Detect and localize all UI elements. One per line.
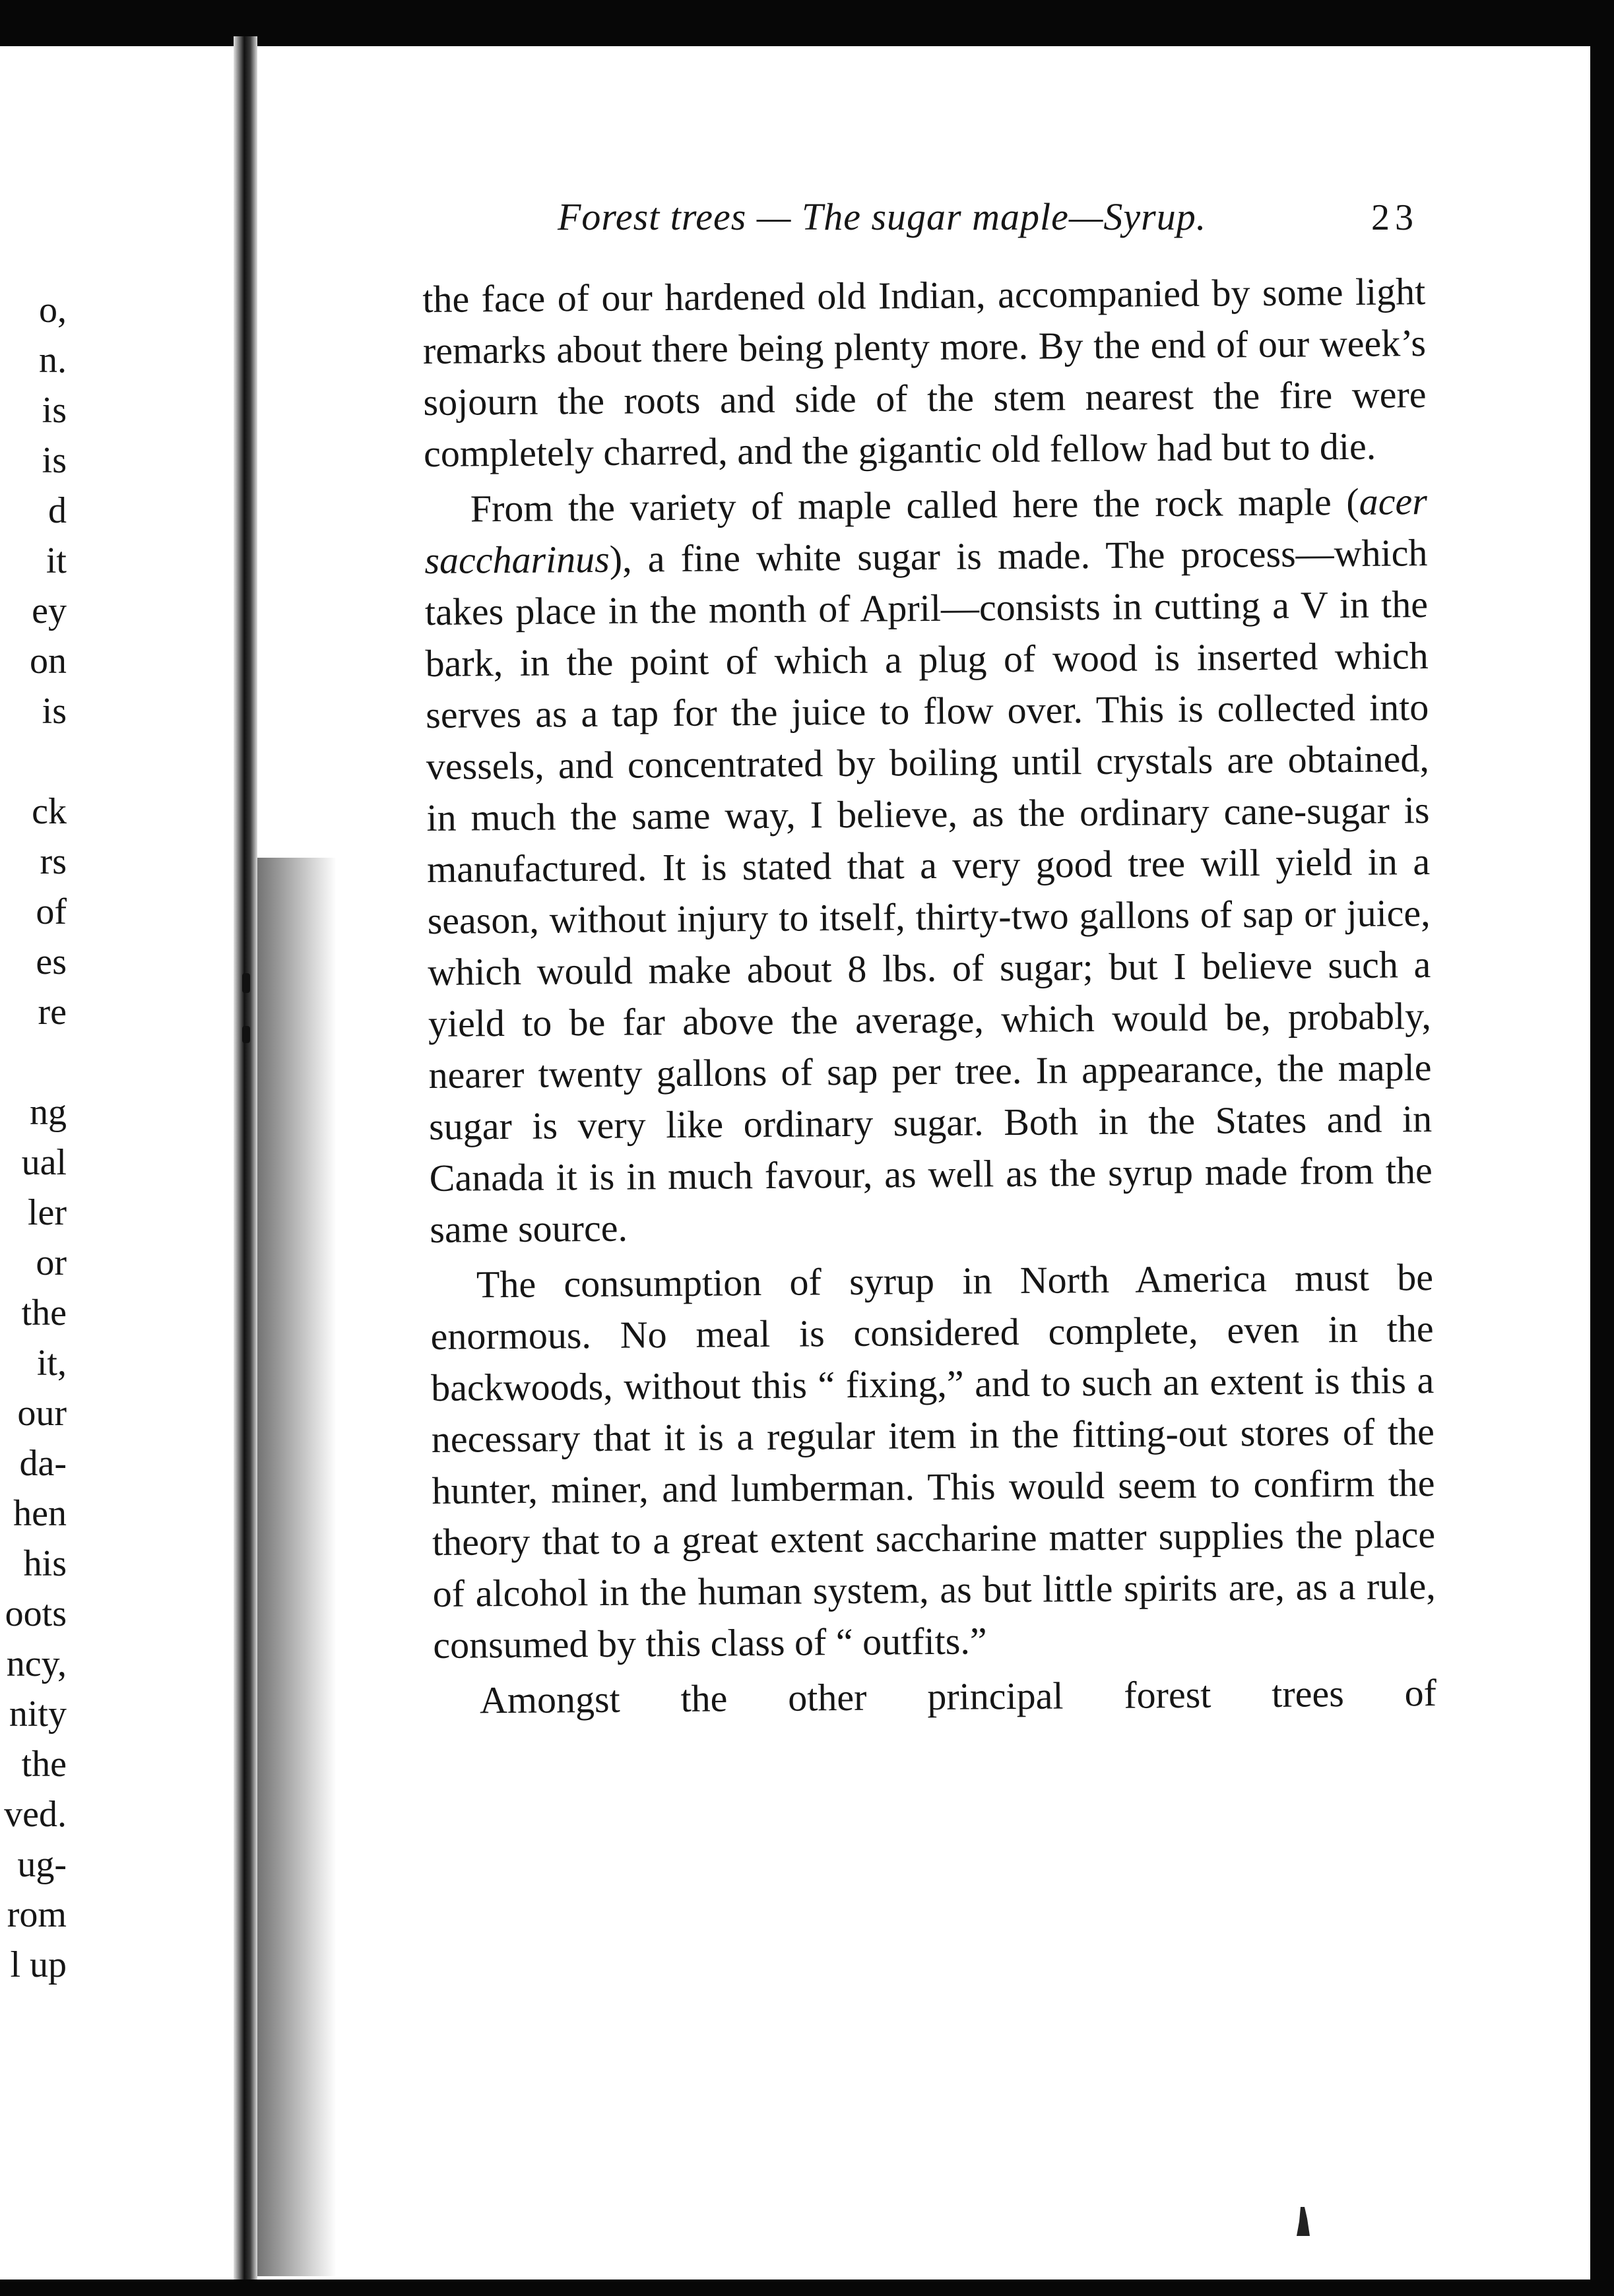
left-page-line: of — [36, 891, 67, 932]
left-page-line: es — [36, 941, 67, 982]
paragraph: The consumption of syrup in North America must be enormous. No meal is considered complete, even in the backwoods, without this “ fixing,” and to such an extent is this a necessary that it is a regular item in the fitting-out stores of the hunter, miner, and lumberman. This would seem to confirm the theory that to a great extent saccharine matter supplies the place of alcohol in the human system, as but little spirits are, as a rule, consumed by this class of “ outfits.” — [430, 1256, 1436, 1667]
left-page-line: ved. — [4, 1794, 67, 1835]
left-page-line: n. — [39, 340, 67, 381]
left-page-line: oots — [5, 1593, 67, 1634]
left-page-line — [4, 736, 67, 786]
left-page-line: ey — [32, 590, 67, 631]
left-page-line: or — [36, 1242, 67, 1283]
running-head — [422, 195, 1425, 254]
left-page-line: l up — [10, 1944, 67, 1985]
left-page-line — [4, 1037, 67, 1087]
left-page-line: is — [42, 440, 67, 481]
left-page-line: on — [30, 641, 67, 682]
left-page-line: our — [17, 1393, 67, 1434]
left-page-line: rs — [40, 841, 67, 882]
left-page-line: it — [46, 540, 67, 581]
left-page-line: is — [42, 691, 67, 732]
left-page-line: ug- — [17, 1844, 67, 1885]
paragraph-text: ), a fine white sugar is made. The process—which takes place in the month of April—consists in cutting a V in the bark, in the point of which a plug of wood is inserted which serves as a tap for the juice to flow over. This is collected into vessels, and concentrated by boiling until crystals are obtained, in much the same way, I believe, as the ordinary cane-sugar is manufactured. It is stated that a very good tree will yield in a season, without injury to itself, thirty-two gallons of sap or juice, which would make about 8 lbs. of sugar; but I believe such a yield to be far above the average, which would be, probably, nearer twenty gallons of sap per tree. In appearance, the maple sugar is very like ordinary sugar. Both in the States and in Canada it is in much favour, as well as the syrup made from the same source. — [424, 531, 1433, 1251]
left-page-line: re — [38, 992, 67, 1033]
latin-name: acer saccharinus — [424, 480, 1428, 582]
paragraph-text: From the variety of maple called here the rock maple ( — [470, 480, 1359, 530]
paragraph — [424, 476, 1433, 1256]
left-page-line: his — [23, 1543, 67, 1584]
left-page-line: d — [48, 490, 67, 531]
running-title: Forest trees — The sugar maple—Syrup. — [558, 195, 1207, 238]
paragraph: Amongst the other principal forest trees of — [479, 1671, 1437, 1722]
left-page-line: nity — [9, 1694, 67, 1735]
left-page-line: ng — [30, 1092, 67, 1133]
left-page-line: the — [21, 1292, 67, 1333]
page-number: 23 — [1371, 197, 1419, 238]
body-text — [422, 266, 1436, 1731]
left-page-line: ual — [21, 1142, 67, 1183]
left-page-line: the — [21, 1744, 67, 1785]
left-page-line: ncy, — [6, 1643, 67, 1684]
scan-frame-bottom — [0, 2280, 1614, 2296]
left-page-line: da- — [19, 1443, 67, 1484]
scan-frame-right — [1590, 0, 1614, 2296]
paragraph: the face of our hardened old Indian, accompanied by some light remarks about there being plenty more. By the end of our week’s sojourn the roots and side of the stem nearest the fire were completely charred, and the gigantic old fellow had but to die. — [422, 270, 1427, 475]
left-page-line: is — [42, 390, 67, 431]
left-page-line: o, — [39, 290, 67, 331]
book-gutter — [234, 36, 257, 2280]
ink-mark — [1297, 2207, 1310, 2236]
left-page-line: rom — [7, 1894, 67, 1935]
gutter-mark — [242, 973, 250, 993]
left-page-line: hen — [13, 1493, 67, 1534]
left-page-fragments — [4, 285, 67, 1990]
gutter-shadow — [257, 858, 337, 2276]
left-page-line: ck — [32, 791, 67, 832]
left-page-line: ler — [27, 1192, 67, 1233]
left-page-line: it, — [36, 1343, 67, 1384]
gutter-mark — [242, 1026, 250, 1043]
